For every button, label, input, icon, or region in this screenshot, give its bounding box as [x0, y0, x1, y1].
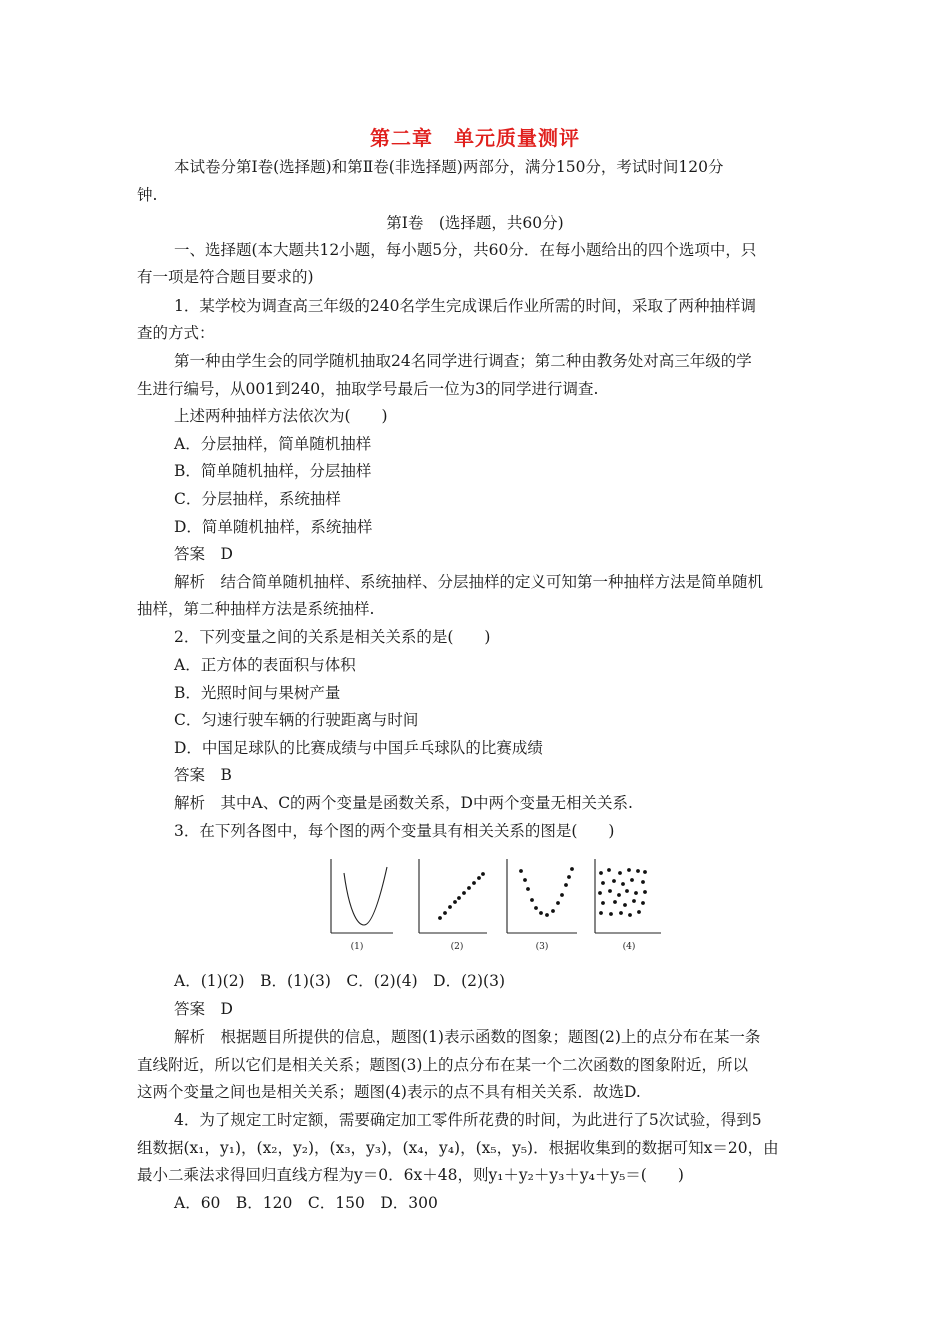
q3-options: A．(1)(2) B．(1)(3) C．(2)(4) D．(2)(3) [174, 972, 506, 990]
q2-option-d: D．中国足球队的比赛成绩与中国乒乓球队的比赛成绩 [174, 739, 543, 757]
figure-2-points [438, 872, 485, 920]
q3-analysis-1: 解析 根据题目所提供的信息，题图(1)表示函数的图象；题图(2)上的点分布在某一条 [174, 1028, 761, 1046]
q3-answer: 答案 D [174, 1000, 233, 1018]
q1-option-d: D．简单随机抽样，系统抽样 [174, 518, 373, 536]
figure-2 [419, 859, 487, 933]
q1-option-c: C．分层抽样，系统抽样 [174, 490, 341, 508]
q1-question: 上述两种抽样方法依次为( ) [174, 407, 388, 425]
q3-figures [327, 855, 667, 955]
figure-3-label: (3) [535, 942, 549, 952]
q1-analysis-2: 抽样，第二种抽样方法是系统抽样. [137, 600, 375, 618]
figure-3-points [519, 867, 574, 917]
q2-analysis: 解析 其中A、C的两个变量是函数关系，D中两个变量无相关关系. [174, 794, 633, 812]
q4-options: A．60 B．120 C．150 D．300 [174, 1194, 438, 1212]
q1-detail-1: 第一种由学生会的同学随机抽取24名同学进行调查；第二种由教务处对高三年级的学 [174, 352, 752, 370]
figure-1-label: (1) [350, 942, 364, 952]
q2-answer: 答案 B [174, 766, 232, 784]
figure-3 [507, 859, 577, 933]
section1-line-1: 一、选择题(本大题共12小题，每小题5分，共60分．在每小题给出的四个选项中，只 [174, 241, 757, 259]
intro-line-2: 钟. [137, 186, 158, 204]
figure-1-curve [344, 867, 387, 925]
q3-figure-set [327, 855, 667, 955]
figure-2-label: (2) [450, 942, 464, 952]
q2-stem: 2．下列变量之间的关系是相关关系的是( ) [174, 628, 491, 646]
section1-line-2: 有一项是符合题目要求的) [137, 268, 314, 286]
page-title: 第二章 单元质量测评 [370, 126, 580, 150]
q4-stem-3: 最小二乘法求得回归直线方程为y＝0．6x＋48，则y₁＋y₂＋y₃＋y₄＋y₅＝( ) [137, 1166, 684, 1184]
q1-option-a: A．分层抽样，简单随机抽样 [174, 435, 372, 453]
q1-stem-1: 1．某学校为调查高三年级的240名学生完成课后作业所需的时间，采取了两种抽样调 [174, 297, 756, 315]
q1-stem-2: 查的方式： [137, 324, 215, 342]
q1-analysis-1: 解析 结合简单随机抽样、系统抽样、分层抽样的定义可知第一种抽样方法是简单随机 [174, 573, 764, 591]
q1-answer: 答案 D [174, 545, 233, 563]
figure-4-label: (4) [622, 942, 636, 952]
q4-stem-2: 组数据(x₁，y₁)，(x₂，y₂)，(x₃，y₃)，(x₄，y₄)，(x₅，y₅)．根据收集到的数据可知x＝20，由 [137, 1139, 779, 1157]
q1-option-b: B．简单随机抽样，分层抽样 [174, 462, 372, 480]
part1-heading: 第Ⅰ卷 (选择题，共60分) [386, 214, 564, 232]
q2-option-a: A．正方体的表面积与体积 [174, 656, 356, 674]
figure-4-points [598, 868, 647, 917]
figure-1 [331, 859, 393, 933]
q4-stem-1: 4．为了规定工时定额，需要确定加工零件所花费的时间，为此进行了5次试验，得到5 [174, 1111, 762, 1129]
q3-analysis-2: 直线附近，所以它们是相关关系；题图(3)上的点分布在某一个二次函数的图象附近，所以 [137, 1056, 748, 1074]
intro-line-1: 本试卷分第Ⅰ卷(选择题)和第Ⅱ卷(非选择题)两部分，满分150分，考试时间120分 [174, 158, 724, 176]
q3-stem: 3．在下列各图中，每个图的两个变量具有相关关系的图是( ) [174, 822, 615, 840]
q1-detail-2: 生进行编号，从001到240，抽取学号最后一位为3的同学进行调查. [137, 380, 599, 398]
q2-option-b: B．光照时间与果树产量 [174, 684, 341, 702]
q3-analysis-3: 这两个变量之间也是相关关系；题图(4)表示的点不具有相关关系．故选D. [137, 1083, 641, 1101]
q2-option-c: C．匀速行驶车辆的行驶距离与时间 [174, 711, 419, 729]
